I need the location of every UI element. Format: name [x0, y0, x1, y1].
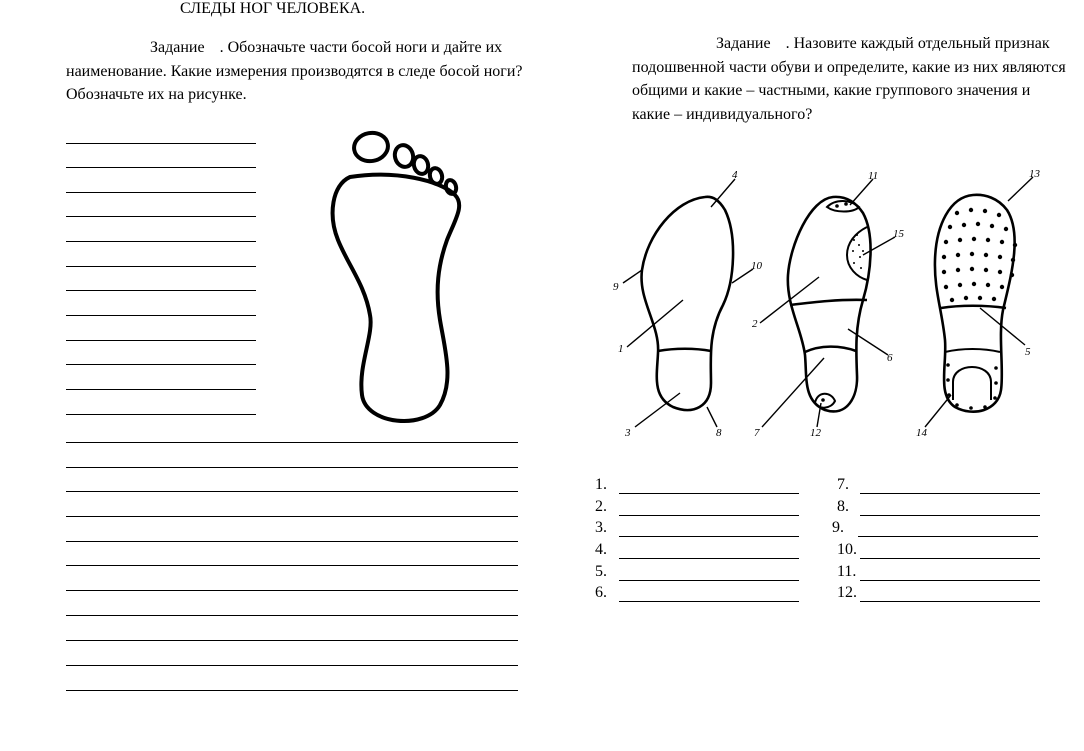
right-task-label: Задание — [716, 35, 771, 52]
answer-blank[interactable] — [860, 601, 1040, 602]
answer-number: 12. — [837, 584, 857, 601]
answer-line[interactable] — [66, 541, 518, 542]
figure-label-15: 15 — [893, 228, 904, 240]
foot-outline — [333, 175, 460, 421]
figure-label-5: 5 — [1025, 346, 1031, 358]
answer-line[interactable] — [66, 565, 518, 566]
answer-line[interactable] — [66, 167, 256, 168]
answer-item — [595, 584, 607, 602]
answer-number: 4. — [595, 541, 607, 558]
answer-line[interactable] — [66, 143, 256, 144]
answer-number: 9. — [832, 519, 844, 536]
answer-blank[interactable] — [860, 493, 1040, 494]
answer-item — [595, 563, 607, 581]
answer-blank[interactable] — [619, 558, 799, 559]
page-title: СЛЕДЫ НОГ ЧЕЛОВЕКА. — [180, 0, 366, 17]
figure-label-4: 4 — [732, 169, 738, 181]
answer-line[interactable] — [66, 364, 256, 365]
answer-blank[interactable] — [619, 536, 799, 537]
answer-number: 6. — [595, 584, 607, 601]
answer-line[interactable] — [66, 590, 518, 591]
figure-label-8: 8 — [716, 427, 722, 439]
answer-item — [832, 519, 844, 537]
answer-number: 11. — [837, 563, 857, 580]
answer-item — [595, 476, 607, 494]
answer-blank[interactable] — [860, 580, 1040, 581]
answer-line[interactable] — [66, 414, 256, 415]
right-task-body: Назовите каждый отдельный признак подошвенной части обуви и определите, какие из них являются общими и какие – частными, какие группового значения и какие – индивидуального? — [632, 35, 1066, 123]
answer-blank[interactable] — [619, 580, 799, 581]
answer-blank[interactable] — [860, 558, 1040, 559]
figure-label-6: 6 — [887, 352, 893, 364]
answer-blank[interactable] — [858, 536, 1038, 537]
right-task-dot: . — [785, 35, 790, 52]
answer-line[interactable] — [66, 467, 518, 468]
answer-item — [837, 584, 857, 602]
left-task-dot: . — [219, 39, 224, 56]
answer-line[interactable] — [66, 340, 256, 341]
answer-number: 8. — [837, 498, 849, 515]
figure-label-1: 1 — [618, 343, 624, 355]
figure-label-13: 13 — [1029, 168, 1040, 180]
big-toe-icon — [352, 130, 390, 163]
answer-blank[interactable] — [860, 515, 1040, 516]
left-task-body: Обозначьте части босой ноги и дайте их наименование. Какие измерения производятся в следе босой ноги? Обозначьте их на рисунке. — [66, 39, 523, 103]
answer-line[interactable] — [66, 690, 518, 691]
answer-line[interactable] — [66, 640, 518, 641]
toe-icon — [412, 154, 430, 175]
answer-number: 1. — [595, 476, 607, 493]
answer-line[interactable] — [66, 665, 518, 666]
answer-line[interactable] — [66, 442, 518, 443]
answer-line[interactable] — [66, 315, 256, 316]
answer-blank[interactable] — [619, 601, 799, 602]
answer-item — [837, 498, 849, 516]
answer-line[interactable] — [66, 491, 518, 492]
answer-item — [595, 498, 607, 516]
figure-label-2: 2 — [752, 318, 758, 330]
answer-line[interactable] — [66, 516, 518, 517]
figure-label-10: 10 — [751, 260, 762, 272]
shoe-soles-figure — [605, 165, 1055, 440]
answer-line[interactable] — [66, 216, 256, 217]
answer-blank[interactable] — [619, 493, 799, 494]
answer-item — [837, 541, 857, 559]
figure-label-12: 12 — [810, 427, 821, 439]
answer-line[interactable] — [66, 241, 256, 242]
barefoot-figure — [320, 125, 470, 435]
answer-item — [837, 476, 849, 494]
answer-item — [595, 541, 607, 559]
answer-item — [837, 563, 856, 581]
left-task-text — [66, 36, 526, 107]
sole-outline-a — [642, 197, 734, 410]
answer-line[interactable] — [66, 192, 256, 193]
answer-line[interactable] — [66, 290, 256, 291]
right-task-text — [632, 32, 1072, 126]
figure-label-7: 7 — [754, 427, 760, 439]
answer-number: 10. — [837, 541, 857, 558]
figure-label-14: 14 — [916, 427, 927, 439]
answer-blank[interactable] — [619, 515, 799, 516]
left-task-label: Задание — [150, 39, 205, 56]
answer-number: 5. — [595, 563, 607, 580]
answer-number: 2. — [595, 498, 607, 515]
answer-line[interactable] — [66, 389, 256, 390]
answer-line[interactable] — [66, 266, 256, 267]
answer-number: 3. — [595, 519, 607, 536]
answer-item — [595, 519, 607, 537]
figure-label-11: 11 — [868, 170, 879, 182]
figure-label-9: 9 — [613, 281, 619, 293]
answer-line[interactable] — [66, 615, 518, 616]
figure-label-3: 3 — [625, 427, 631, 439]
answer-number: 7. — [837, 476, 849, 493]
